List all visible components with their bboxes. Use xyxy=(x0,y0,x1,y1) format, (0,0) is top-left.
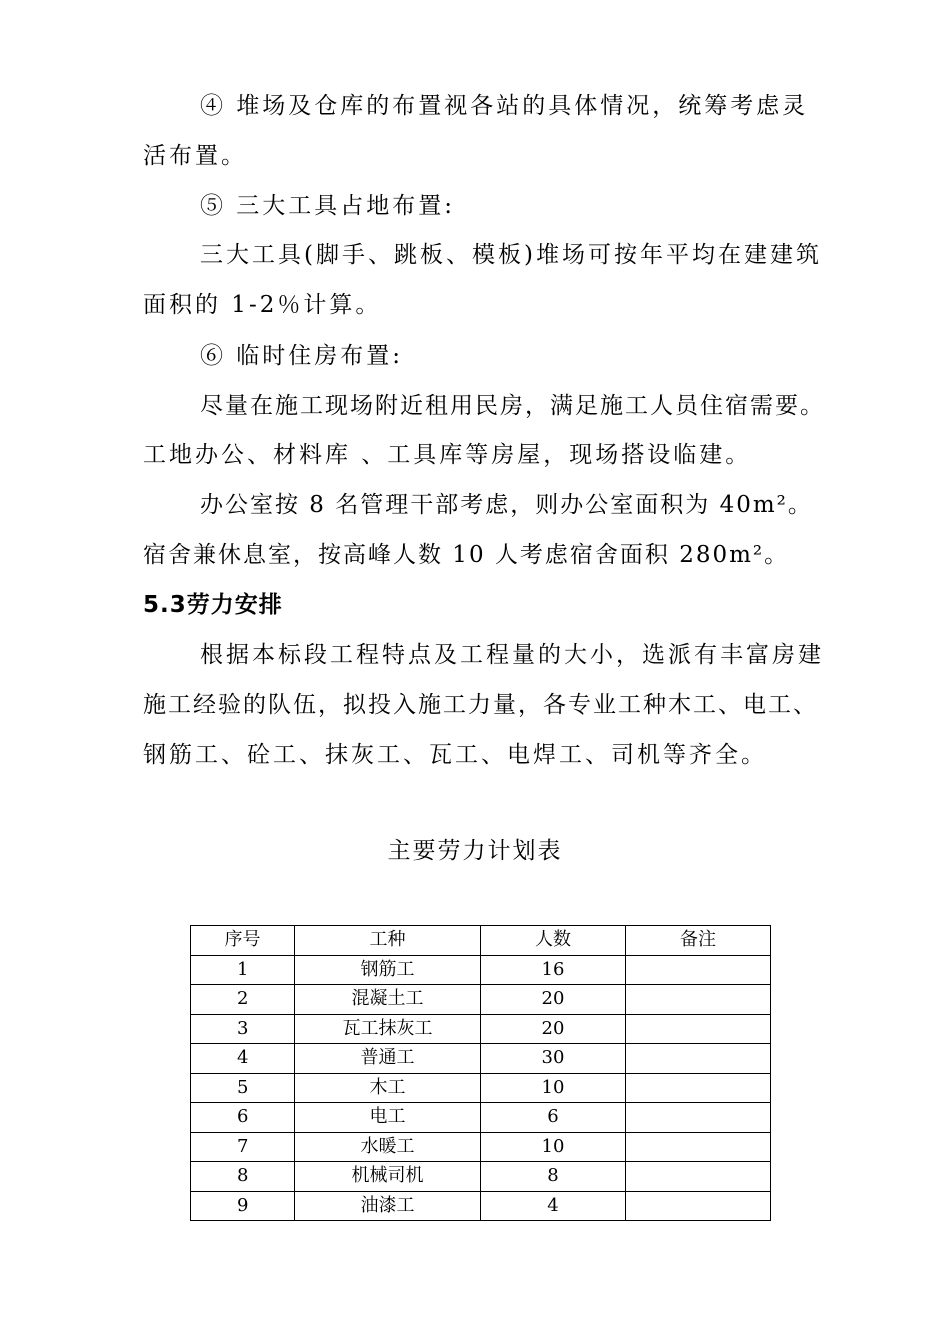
cell-count: 10 xyxy=(481,1073,626,1103)
cell-trade: 油漆工 xyxy=(295,1191,481,1221)
paragraph-housing-line-1: 尽量在施工现场附近租用民房，满足施工人员住宿需要。 xyxy=(200,393,825,419)
cell-seq: 1 xyxy=(191,955,295,985)
table-row xyxy=(191,1191,771,1221)
cell-seq: 4 xyxy=(191,1044,295,1074)
header-count: 人数 xyxy=(481,926,626,956)
cell-count: 6 xyxy=(481,1103,626,1133)
cell-seq: 5 xyxy=(191,1073,295,1103)
header-seq: 序号 xyxy=(191,926,295,956)
paragraph-storage-yard-line-2: 活布置。 xyxy=(143,143,247,169)
cell-seq: 6 xyxy=(191,1103,295,1133)
cell-remarks xyxy=(626,1014,771,1044)
cell-count: 10 xyxy=(481,1132,626,1162)
paragraph-office-line-1: 办公室按 8 名管理干部考虑，则办公室面积为 40m²。 xyxy=(200,492,813,518)
cell-count: 8 xyxy=(481,1162,626,1192)
table-row xyxy=(191,1132,771,1162)
cell-trade: 瓦工抹灰工 xyxy=(295,1014,481,1044)
section-paragraph-line-2: 施工经验的队伍，拟投入施工力量，各专业工种木工、电工、 xyxy=(143,692,818,718)
table-row xyxy=(191,1044,771,1074)
cell-seq: 3 xyxy=(191,1014,295,1044)
cell-count: 20 xyxy=(481,1014,626,1044)
paragraph-tools-line-1: 三大工具(脚手、跳板、模板)堆场可按年平均在建建筑 xyxy=(200,242,822,268)
table-row xyxy=(191,1103,771,1133)
cell-count: 30 xyxy=(481,1044,626,1074)
cell-remarks xyxy=(626,1132,771,1162)
table-row xyxy=(191,1014,771,1044)
cell-trade: 水暖工 xyxy=(295,1132,481,1162)
cell-trade: 机械司机 xyxy=(295,1162,481,1192)
section-paragraph-line-3: 钢筋工、砼工、抹灰工、瓦工、电焊工、司机等齐全。 xyxy=(143,742,767,768)
cell-seq: 8 xyxy=(191,1162,295,1192)
cell-trade: 混凝土工 xyxy=(295,985,481,1015)
cell-count: 4 xyxy=(481,1191,626,1221)
cell-seq: 9 xyxy=(191,1191,295,1221)
cell-trade: 普通工 xyxy=(295,1044,481,1074)
paragraph-tools-heading: ⑤ 三大工具占地布置: xyxy=(200,193,456,219)
paragraph-housing-heading: ⑥ 临时住房布置: xyxy=(200,343,404,369)
section-heading: 5.3劳力安排 xyxy=(143,592,283,618)
table-title: 主要劳力计划表 xyxy=(387,838,563,864)
paragraph-office-line-2: 宿舍兼休息室，按高峰人数 10 人考虑宿舍面积 280m²。 xyxy=(143,542,790,568)
labor-plan-table xyxy=(190,925,771,1221)
table-row xyxy=(191,1073,771,1103)
table-row xyxy=(191,985,771,1015)
cell-remarks xyxy=(626,1044,771,1074)
cell-trade: 电工 xyxy=(295,1103,481,1133)
header-remarks: 备注 xyxy=(626,926,771,956)
paragraph-storage-yard-line-1: ④ 堆场及仓库的布置视各站的具体情况，统筹考虑灵 xyxy=(200,93,809,119)
cell-seq: 7 xyxy=(191,1132,295,1162)
cell-remarks xyxy=(626,985,771,1015)
cell-count: 20 xyxy=(481,985,626,1015)
cell-remarks xyxy=(626,1191,771,1221)
cell-seq: 2 xyxy=(191,985,295,1015)
cell-trade: 钢筋工 xyxy=(295,955,481,985)
cell-remarks xyxy=(626,1103,771,1133)
table-row xyxy=(191,955,771,985)
cell-remarks xyxy=(626,955,771,985)
cell-remarks xyxy=(626,1073,771,1103)
cell-remarks xyxy=(626,1162,771,1192)
cell-trade: 木工 xyxy=(295,1073,481,1103)
section-paragraph-line-1: 根据本标段工程特点及工程量的大小，选派有丰富房建 xyxy=(200,642,824,668)
cell-count: 16 xyxy=(481,955,626,985)
table-row xyxy=(191,1162,771,1192)
table-header-row xyxy=(191,926,771,956)
header-trade: 工种 xyxy=(295,926,481,956)
paragraph-tools-line-2: 面积的 1-2％计算。 xyxy=(143,292,382,318)
paragraph-housing-line-2: 工地办公、材料库 、工具库等房屋，现场搭设临建。 xyxy=(143,442,752,468)
